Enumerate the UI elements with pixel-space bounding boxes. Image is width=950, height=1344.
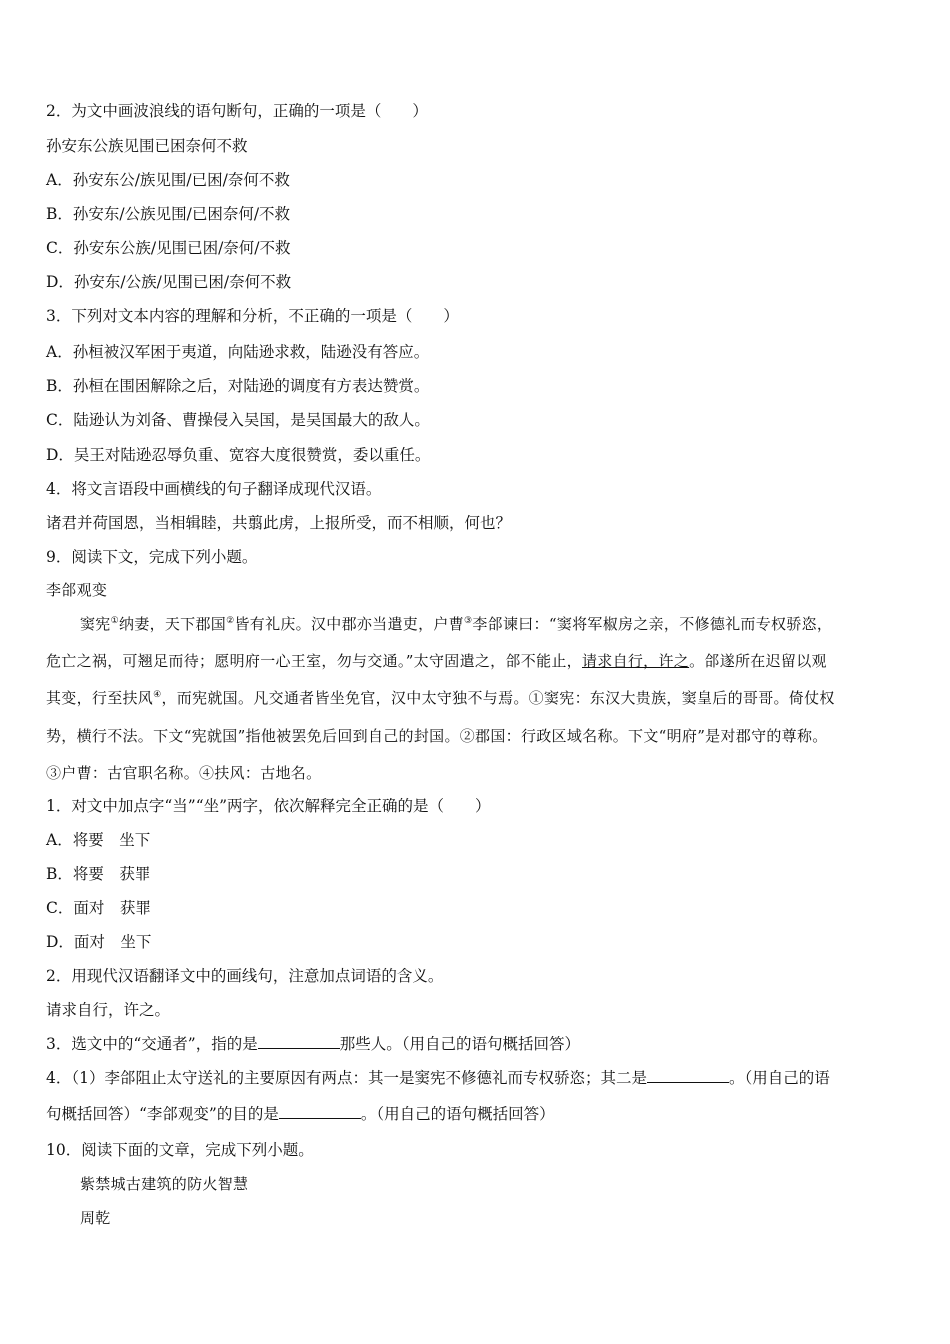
s9-q2-stem: 2．用现代汉语翻译文中的画线句，注意加点词语的含义。	[46, 967, 444, 985]
s9-q4-line-1: 4．（1）李郃阻止太守送礼的主要原因有两点：其一是窦宪不修德礼而专权骄恣；其二是 。（用自己的语	[46, 1069, 830, 1087]
q3-option-a: A．孙桓被汉军困于夷道，向陆逊求救，陆逊没有答应。	[46, 343, 430, 361]
q4-sentence: 诸君并荷国恩，当相辑睦，共翦此虏，上报所受，而不相顺，何也？	[46, 514, 512, 532]
s9-q1-option-d: D．面对 坐下	[46, 933, 152, 951]
q2-stem: 2．为文中画波浪线的语句断句，正确的一项是（ ）	[46, 102, 428, 120]
s9-q1-stem: 1．对文中加点字“当”“坐”两字，依次解释完全正确的是（ ）	[46, 797, 491, 815]
section9-heading: 9．阅读下文，完成下列小题。	[46, 548, 258, 566]
q3-option-c: C．陆逊认为刘备、曹操侵入吴国，是吴国最大的敌人。	[46, 411, 430, 429]
s9-q4-line-2: 句概括回答）“李郃观变”的目的是 。（用自己的语句概括回答）	[46, 1105, 555, 1123]
q3-stem: 3．下列对文本内容的理解和分析，不正确的一项是（ ）	[46, 307, 459, 325]
footnote-mark-4: ④	[153, 690, 162, 700]
q2-source-sentence: 孙安东公族见围已困奈何不救	[46, 137, 248, 155]
s9-q3: 3．选文中的“交通者”，指的是 那些人。（用自己的语句概括回答）	[46, 1035, 580, 1053]
passage-line-5: ③户曹：古官职名称。④扶风：古地名。	[46, 764, 322, 782]
s9-q2-sentence: 请求自行，许之。	[46, 1001, 171, 1019]
footnote-mark-2: ②	[226, 616, 235, 626]
q2-option-a: A．孙安东公/族见围/已困/奈何不救	[46, 171, 290, 189]
q2-option-b: B．孙安东/公族见围/已困奈何/不救	[46, 205, 291, 223]
section10-title: 紫禁城古建筑的防火智慧	[80, 1175, 249, 1193]
answer-blank	[258, 1034, 340, 1049]
passage-line-2: 危亡之祸，可翘足而待；愿明府一心王室，勿与交通。”太守固遣之，郃不能止，请求自行，许之。郃遂所在迟留以观	[46, 652, 827, 670]
passage-line-1: 窦宪①纳妻，天下郡国②皆有礼庆。汉中郡亦当遣吏，户曹③李郃谏曰：“窦将军椒房之亲，不修德礼而专权骄恣，	[80, 615, 833, 633]
underlined-sentence: 请求自行，许之	[581, 652, 690, 670]
s9-q1-option-c: C．面对 获罪	[46, 899, 151, 917]
q3-option-b: B．孙桓在围困解除之后，对陆逊的调度有方表达赞赏。	[46, 377, 430, 395]
answer-blank	[647, 1068, 729, 1083]
s9-q1-option-b: B．将要 获罪	[46, 865, 151, 883]
passage-line-4: 势，横行不法。下文“宪就国”指他被罢免后回到自己的封国。②郡国：行政区域名称。下文“明府”是对郡守的尊称。	[46, 727, 828, 745]
q2-option-d: D．孙安东/公族/见围已困/奈何不救	[46, 273, 292, 291]
section10-heading: 10．阅读下面的文章，完成下列小题。	[46, 1141, 314, 1159]
passage-line-3: 其变，行至扶风④，而宪就国。凡交通者皆坐免官，汉中太守独不与焉。①窦宪：东汉大贵族，窦皇后的哥哥。倚仗权	[46, 689, 835, 707]
section9-title: 李郃观变	[46, 581, 108, 599]
answer-blank	[279, 1104, 361, 1119]
s9-q1-option-a: A．将要 坐下	[46, 831, 151, 849]
footnote-mark-3: ③	[463, 616, 473, 626]
q2-option-c: C．孙安东公族/见围已困/奈何/不救	[46, 239, 291, 257]
q3-option-d: D．吴王对陆逊忍辱负重、宽容大度很赞赏，委以重任。	[46, 446, 431, 464]
q4-stem: 4．将文言语段中画横线的句子翻译成现代汉语。	[46, 480, 382, 498]
footnote-mark-1: ①	[110, 616, 119, 626]
section10-author: 周乾	[80, 1209, 111, 1227]
